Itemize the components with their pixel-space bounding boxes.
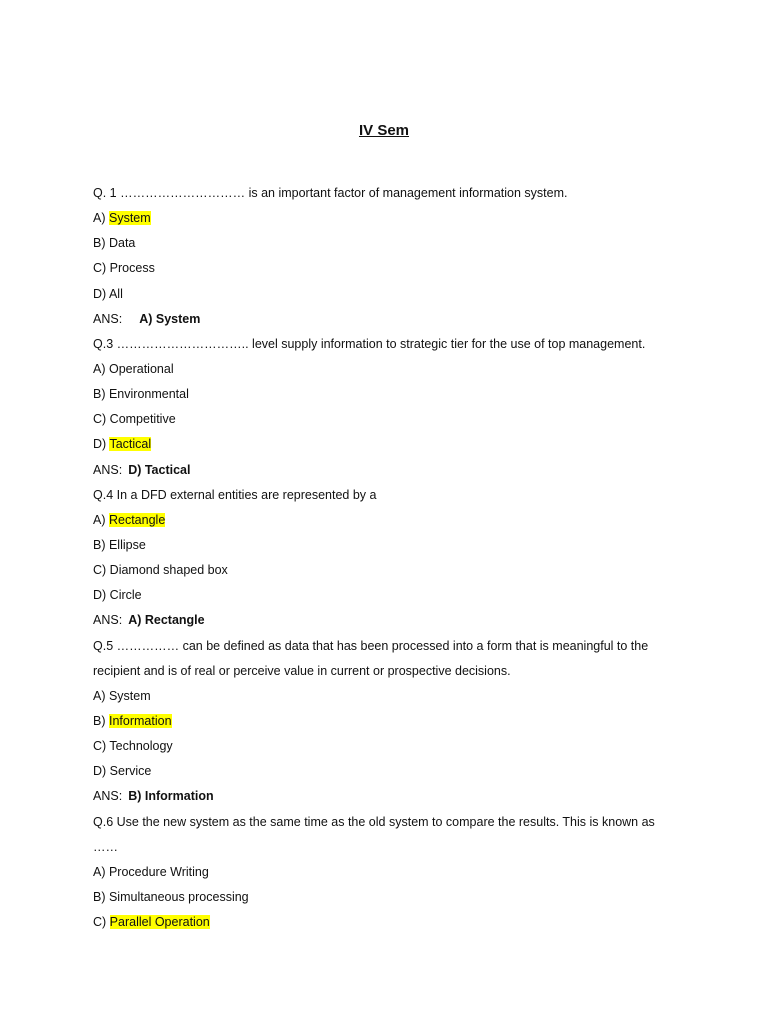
answer-value: A) System (139, 311, 201, 326)
answer-label: ANS: (93, 311, 123, 326)
question-6-text-line-1: Q.6 Use the new system as the same time as the old system to compare the results. This is known as (93, 814, 655, 829)
question-5-option-d: D) Service (93, 764, 152, 779)
question-6-option-b: B) Simultaneous processing (93, 889, 249, 904)
question-1-option-b: B) Data (93, 236, 136, 251)
highlighted-answer: Rectangle (108, 512, 166, 527)
question-1-text: Q. 1 ………………………… is an important factor of management information system. (93, 186, 568, 200)
question-5-option-a: A) System (93, 688, 151, 703)
question-3-text: Q.3 ………………………….. level supply information to strategic tier for the use of top management. (93, 336, 646, 351)
question-4-option-d: D) Circle (93, 588, 142, 603)
question-3-option-c: C) Competitive (93, 412, 176, 427)
question-6-text-line-2: …… (93, 839, 118, 854)
question-4-option-c: C) Diamond shaped box (93, 563, 228, 578)
question-1-answer (93, 307, 693, 332)
highlighted-answer: Tactical (109, 437, 152, 452)
answer-value: B) Information (128, 789, 214, 804)
question-3-option-d: D) Tactical (93, 437, 152, 452)
question-4-text: Q.4 In a DFD external entities are represented by a (93, 487, 377, 502)
question-3-option-b: B) Environmental (93, 387, 189, 402)
answer-label: ANS: (93, 462, 123, 477)
highlighted-answer: Parallel Operation (109, 915, 210, 930)
question-4-answer (93, 608, 693, 633)
question-1-option-d: D) All (93, 286, 123, 301)
question-4-option-b: B) Ellipse (93, 537, 146, 552)
answer-value: D) Tactical (128, 462, 191, 477)
question-5-text-line-2: recipient and is of real or perceive value in current or prospective decisions. (93, 663, 511, 678)
question-5-option-b: B) Information (93, 713, 172, 728)
page-title: IV Sem (358, 122, 410, 139)
question-5-option-c: C) Technology (93, 739, 173, 754)
question-6-option-c: C) Parallel Operation (93, 915, 210, 930)
question-5-text-line-1: Q.5 …………… can be defined as data that has been processed into a form that is meaningful to the (93, 638, 649, 653)
answer-label: ANS: (93, 789, 123, 804)
question-4-option-a: A) Rectangle (93, 512, 166, 527)
question-1-option-c: C) Process (93, 261, 155, 276)
question-3-answer (93, 458, 693, 483)
answer-label: ANS: (93, 613, 123, 628)
answer-value: A) Rectangle (128, 613, 205, 628)
question-3-option-a: A) Operational (93, 361, 174, 376)
question-5-answer (93, 784, 693, 809)
question-list (93, 181, 693, 935)
highlighted-answer: System (108, 211, 151, 226)
question-6-option-a: A) Procedure Writing (93, 864, 209, 879)
question-1-option-a: A) System (93, 211, 151, 226)
highlighted-answer: Information (108, 713, 172, 728)
